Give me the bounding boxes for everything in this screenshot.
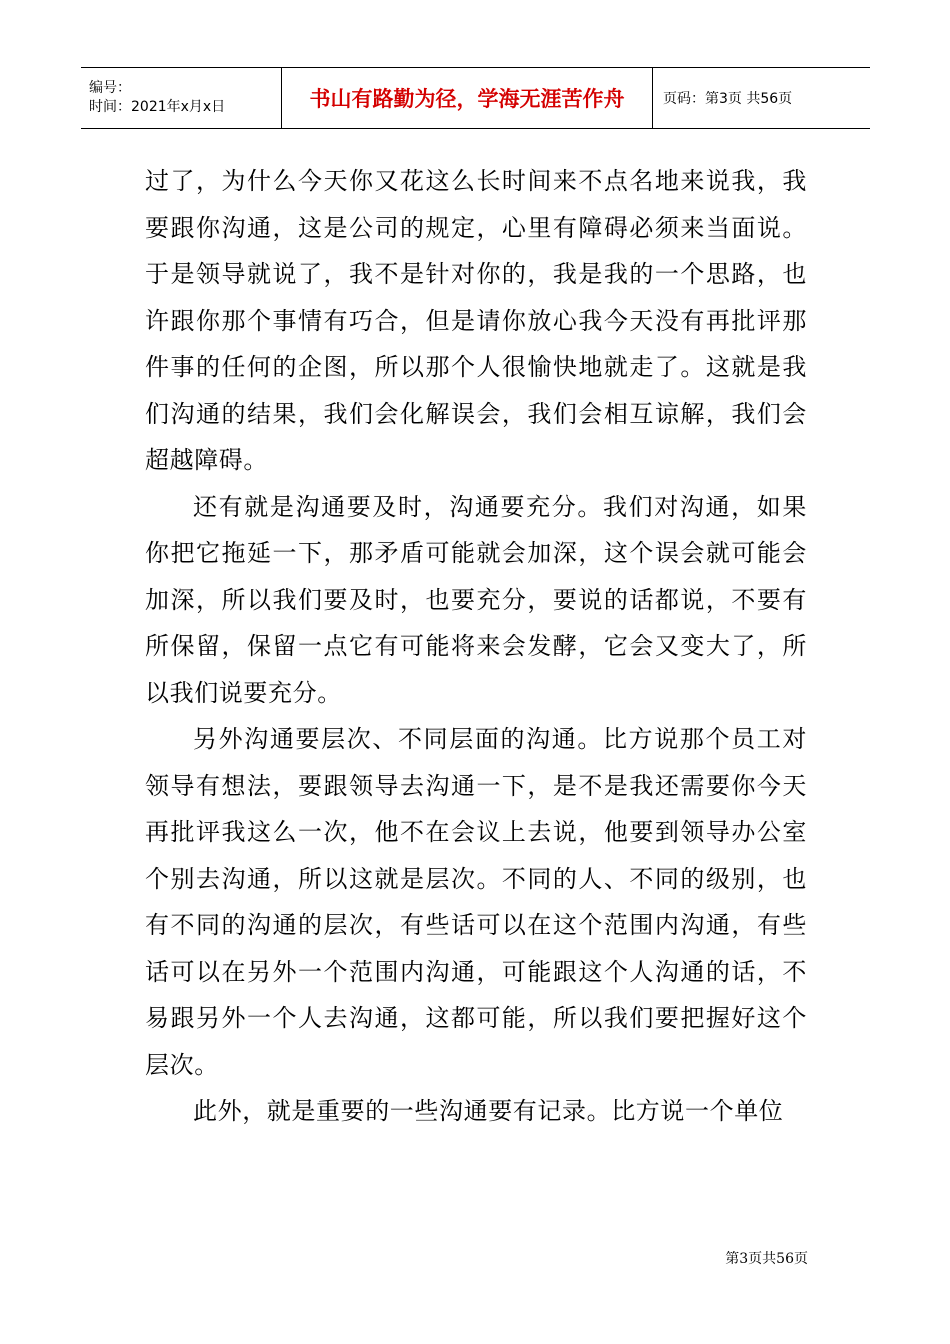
header-motto: 书山有路勤为径，学海无涯苦作舟 xyxy=(282,68,653,128)
serial-number-label: 编号： xyxy=(89,80,131,96)
page-footer: 第3页共56页 xyxy=(725,1251,808,1267)
date-label: 时间：2021年x月x日 xyxy=(89,99,226,115)
document-body xyxy=(145,158,807,1135)
header-page-info: 页码：第3页 共56页 xyxy=(663,91,793,107)
paragraph: 此外，就是重要的一些沟通要有记录。比方说一个单位 xyxy=(193,1097,784,1125)
page-header xyxy=(81,67,870,129)
paragraph: 还有就是沟通要及时，沟通要充分。我们对沟通，如果你把它拖延一下，那矛盾可能就会加深，这个误会就可能会加深，所以我们要及时，也要充分，要说的话都说，不要有所保留，保留一点它有可能将来会发酵，它会又变大了，所以我们说要充分。 xyxy=(145,492,807,707)
header-meta xyxy=(81,68,282,128)
paragraph-continued: 过了，为什么今天你又花这么长时间来不点名地来说我，我要跟你沟通，这是公司的规定，心里有障碍必须来当面说。于是领导就说了，我不是针对你的，我是我的一个思路，也许跟你那个事情有巧合，但是请你放心我今天没有再批评那件事的任何的企图，所以那个人很愉快地就走了。这就是我们沟通的结果，我们会化解误会，我们会相互谅解，我们会超越障碍。 xyxy=(145,167,807,474)
paragraph: 另外沟通要层次、不同层面的沟通。比方说那个员工对领导有想法，要跟领导去沟通一下，是不是我还需要你今天再批评我这么一次，他不在会议上去说，他要到领导办公室个别去沟通，所以这就是层次。不同的人、不同的级别，也有不同的沟通的层次，有些话可以在这个范围内沟通，有些话可以在另外一个范围内沟通，可能跟这个人沟通的话，不易跟另外一个人去沟通，这都可能，所以我们要把握好这个层次。 xyxy=(145,725,807,1079)
